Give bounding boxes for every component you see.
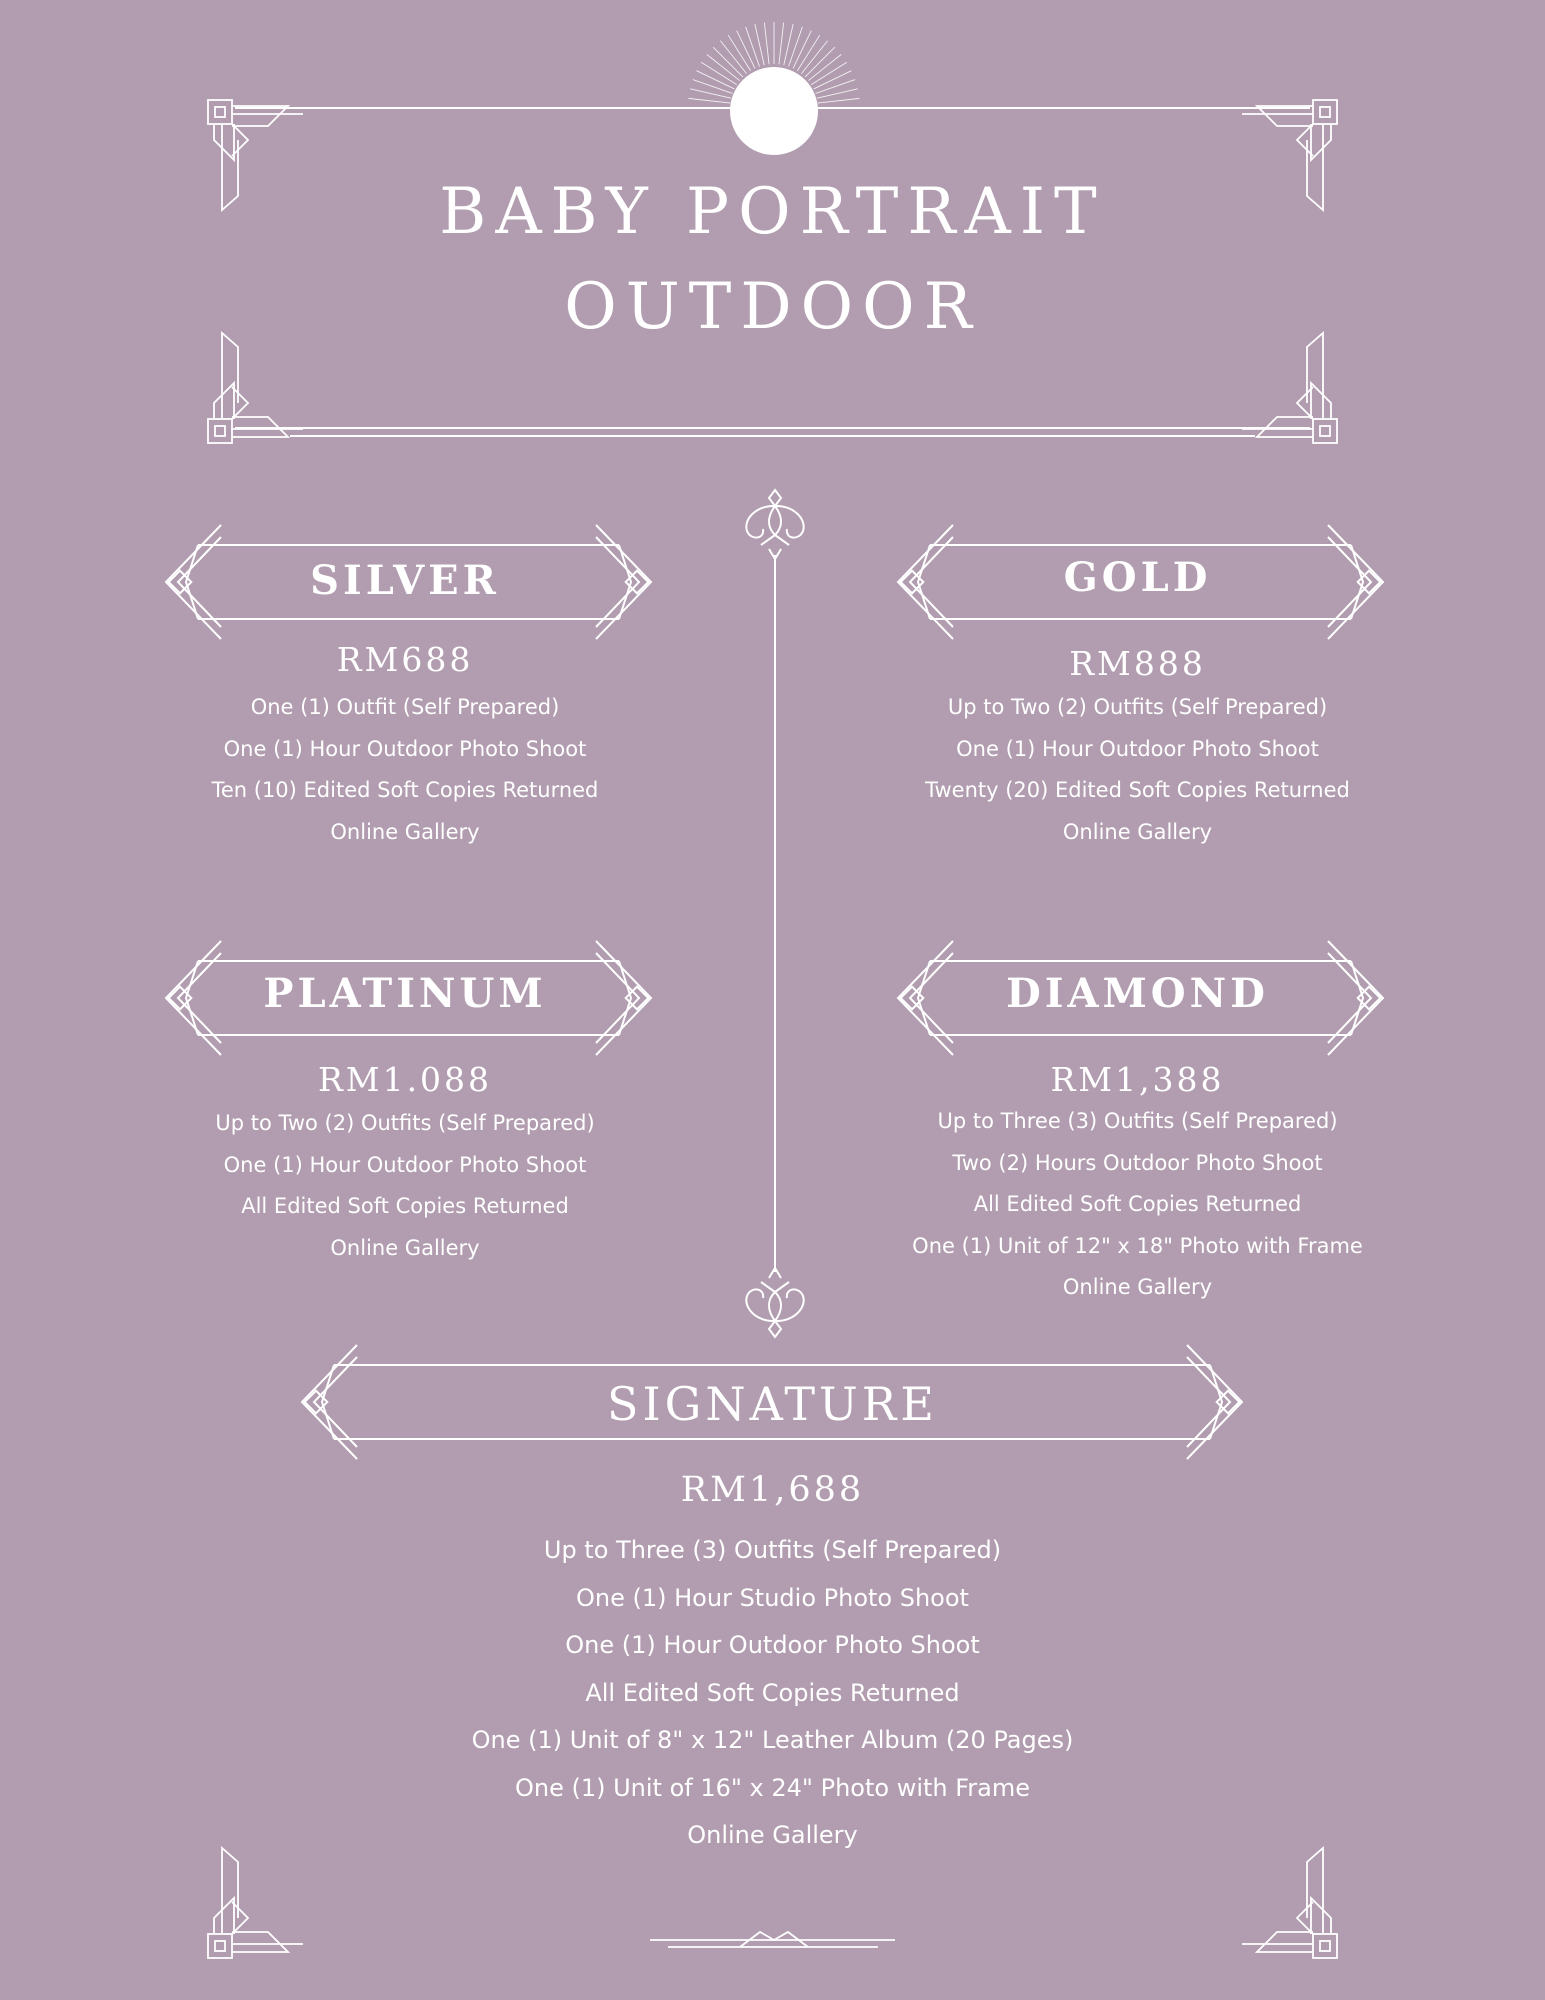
- feature-item: Up to Three (3) Outfits (Self Prepared): [543, 1536, 1002, 1564]
- package-price: RM888: [1069, 644, 1206, 683]
- feature-item: One (1) Unit of 16" x 24" Photo with Frame: [514, 1773, 1031, 1802]
- feature-item: One (1) Unit of 8" x 12" Leather Album (20 Pages): [471, 1726, 1074, 1754]
- feature-list: [165, 1103, 645, 1269]
- feature-item: One (1) Hour Outdoor Photo Shoot: [223, 1152, 587, 1177]
- package-name: PLATINUM: [263, 970, 547, 1017]
- feature-item: All Edited Soft Copies Returned: [973, 1192, 1302, 1216]
- frame-corner-bottom-left: [208, 333, 303, 443]
- package-name: DIAMOND: [1006, 970, 1269, 1017]
- feature-item: One (1) Outfit (Self Prepared): [250, 695, 560, 719]
- bottom-corner-right: [1242, 1848, 1337, 1958]
- feature-item: All Edited Soft Copies Returned: [241, 1194, 569, 1218]
- feature-item: Online Gallery: [330, 819, 480, 844]
- fleur-top: [746, 490, 803, 559]
- feature-item: One (1) Hour Outdoor Photo Shoot: [956, 736, 1319, 761]
- feature-item: Up to Two (2) Outfits (Self Prepared): [947, 695, 1328, 719]
- feature-item: One (1) Hour Studio Photo Shoot: [576, 1583, 969, 1612]
- page-title-line-1: BABY PORTRAIT: [439, 175, 1106, 249]
- sun-circle: [730, 67, 818, 155]
- feature-list: [300, 1527, 1245, 1860]
- feature-item: Online Gallery: [1062, 1275, 1213, 1299]
- feature-item: Up to Three (3) Outfits (Self Prepared): [937, 1109, 1338, 1133]
- feature-item: One (1) Hour Outdoor Photo Shoot: [223, 736, 587, 761]
- package-price: RM1.088: [317, 1060, 493, 1099]
- feature-item: One (1) Hour Outdoor Photo Shoot: [565, 1631, 980, 1659]
- feature-item: Up to Two (2) Outfits (Self Prepared): [215, 1111, 595, 1135]
- deco-bottom-ornament: [650, 1932, 895, 1947]
- package-name: SILVER: [310, 557, 500, 604]
- feature-item: All Edited Soft Copies Returned: [585, 1678, 960, 1707]
- feature-item: Two (2) Hours Outdoor Photo Shoot: [952, 1150, 1323, 1175]
- feature-item: One (1) Unit of 12" x 18" Photo with Frame: [912, 1233, 1363, 1258]
- feature-list: [895, 687, 1380, 853]
- feature-item: Online Gallery: [330, 1235, 480, 1260]
- package-name: SIGNATURE: [606, 1377, 939, 1431]
- feature-list: [895, 1101, 1380, 1309]
- package-price: RM1,688: [680, 1470, 865, 1510]
- page-title-line-2: OUTDOOR: [564, 270, 981, 344]
- bottom-corner-left: [208, 1848, 303, 1958]
- package-price: RM688: [336, 640, 474, 679]
- package-price: RM1,388: [1050, 1060, 1225, 1099]
- sunburst-ornament: [688, 22, 860, 155]
- package-name: GOLD: [1063, 554, 1212, 601]
- feature-item: Ten (10) Edited Soft Copies Returned: [211, 778, 599, 802]
- feature-item: Online Gallery: [687, 1821, 858, 1849]
- feature-item: Twenty (20) Edited Soft Copies Returned: [925, 778, 1350, 802]
- fleur-bottom: [746, 1268, 803, 1337]
- feature-item: Online Gallery: [1062, 819, 1213, 844]
- frame-corner-bottom-right: [1242, 333, 1337, 443]
- feature-list: [165, 687, 645, 853]
- fleur-divider: [746, 490, 803, 1337]
